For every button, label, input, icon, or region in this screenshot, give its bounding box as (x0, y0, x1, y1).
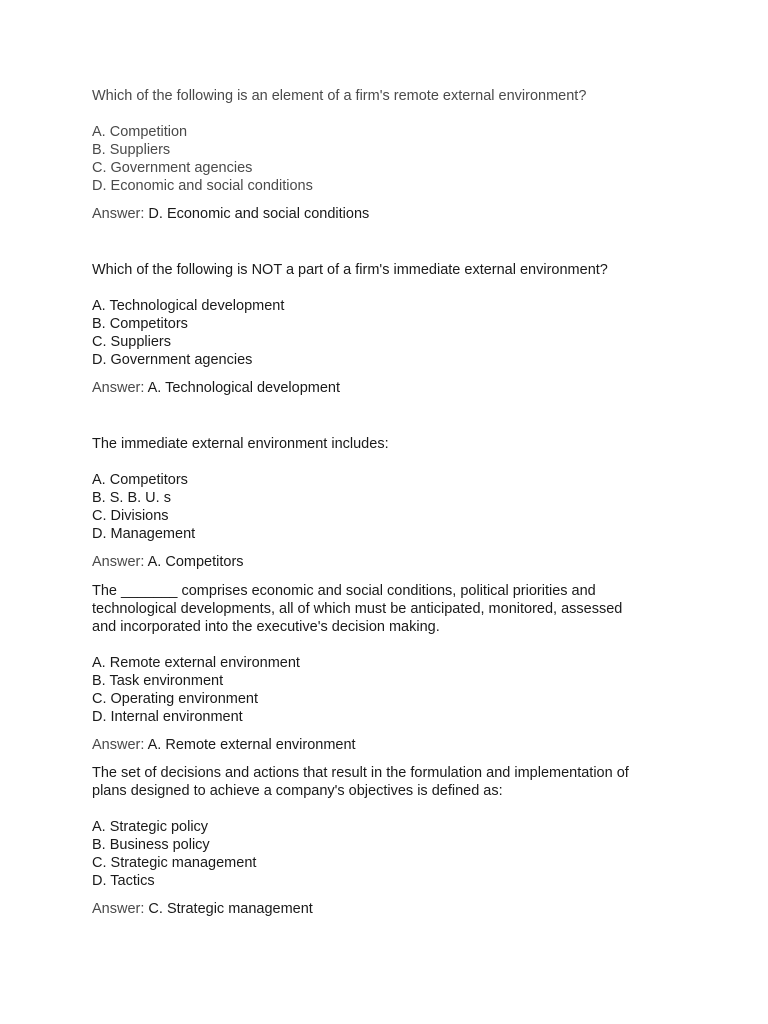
question-line: Which of the following is NOT a part of a firm's immediate external environment? (92, 262, 608, 278)
question-text (92, 764, 692, 800)
answer-label: Answer: (92, 206, 145, 222)
answer (92, 900, 692, 918)
question-block-2 (92, 261, 692, 397)
answer-label: Answer: (92, 380, 145, 396)
options-list (92, 818, 692, 890)
question-line: The _______ comprises economic and social conditions, political priorities and (92, 583, 596, 599)
options-list (92, 654, 692, 726)
option-item: D. Tactics (92, 873, 155, 889)
option-item: B. Task environment (92, 673, 224, 689)
question-line: technological developments, all of which must be anticipated, monitored, assessed (92, 601, 623, 617)
options-list (92, 471, 692, 543)
option-item: D. Government agencies (92, 352, 253, 368)
option-item: D. Economic and social conditions (92, 178, 313, 194)
option-item: A. Remote external environment (92, 655, 300, 671)
question-block-5 (92, 764, 692, 918)
option-item: A. Strategic policy (92, 819, 209, 835)
option-item: C. Government agencies (92, 160, 253, 176)
question-block-1 (92, 87, 692, 223)
option-item: A. Technological development (92, 298, 285, 314)
option-item: B. Competitors (92, 316, 188, 332)
option-item: C. Strategic management (92, 855, 257, 871)
question-text (92, 261, 692, 279)
option-item: B. Suppliers (92, 142, 171, 158)
question-line: The set of decisions and actions that result in the formulation and implementation of (92, 765, 629, 781)
question-line: and incorporated into the executive's decision making. (92, 619, 440, 635)
answer-text: A. Technological development (147, 380, 341, 396)
option-item: A. Competitors (92, 472, 188, 488)
answer-label: Answer: (92, 554, 145, 570)
option-item: D. Management (92, 526, 196, 542)
answer-text: A. Competitors (147, 554, 244, 570)
question-line: plans designed to achieve a company's objectives is defined as: (92, 783, 503, 799)
option-item: B. Business policy (92, 837, 210, 853)
option-item: D. Internal environment (92, 709, 243, 725)
answer-text: C. Strategic management (148, 901, 313, 917)
question-text (92, 435, 692, 453)
answer-label: Answer: (92, 737, 145, 753)
option-item: C. Suppliers (92, 334, 171, 350)
answer (92, 205, 692, 223)
option-item: C. Operating environment (92, 691, 259, 707)
option-item: B. S. B. U. s (92, 490, 171, 506)
answer (92, 736, 692, 754)
options-list (92, 297, 692, 369)
question-text (92, 582, 692, 636)
answer-text: D. Economic and social conditions (148, 206, 370, 222)
question-line: The immediate external environment includes: (92, 436, 389, 452)
question-block-3 (92, 435, 692, 571)
options-list (92, 123, 692, 195)
answer (92, 379, 692, 397)
question-block-4 (92, 582, 692, 754)
question-text (92, 87, 692, 105)
option-item: C. Divisions (92, 508, 169, 524)
answer (92, 553, 692, 571)
option-item: A. Competition (92, 124, 188, 140)
question-line: Which of the following is an element of a firm's remote external environment? (92, 88, 587, 104)
answer-text: A. Remote external environment (147, 737, 356, 753)
answer-label: Answer: (92, 901, 145, 917)
